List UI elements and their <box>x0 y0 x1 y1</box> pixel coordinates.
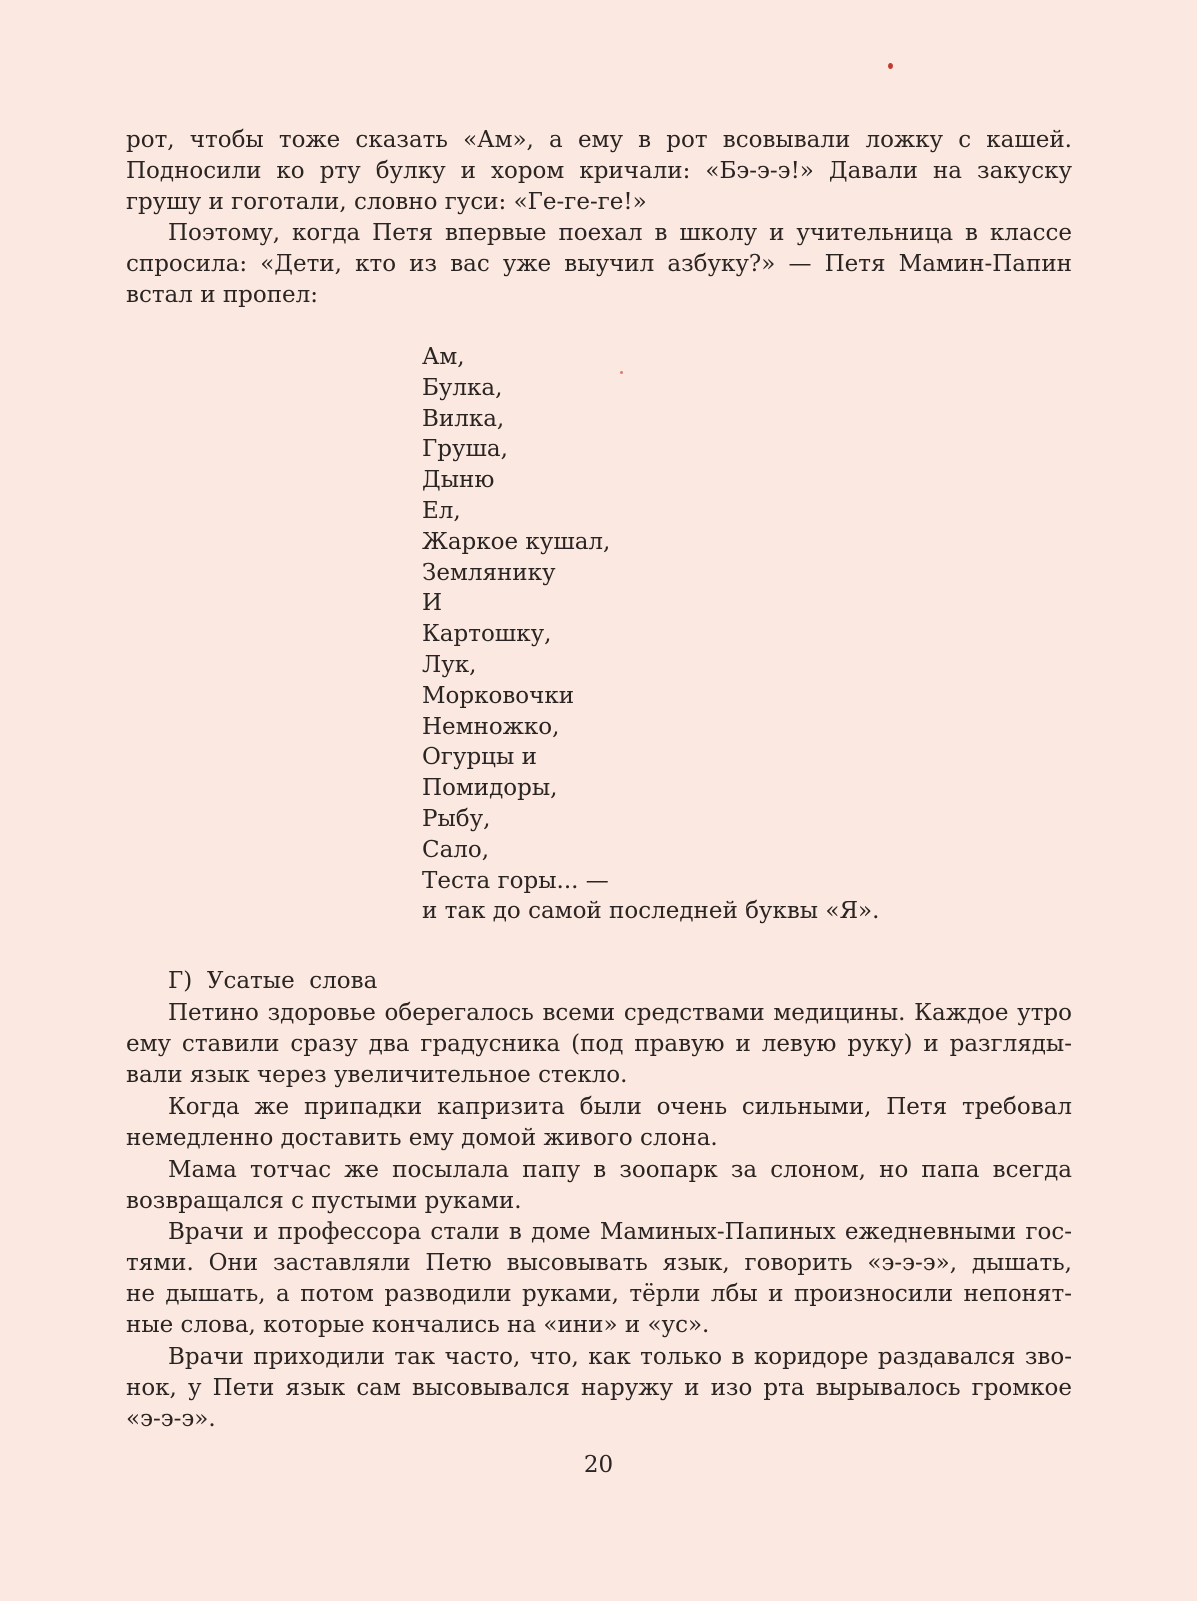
poem-line: Булка, <box>422 374 503 401</box>
paragraph-7 <box>126 1342 1072 1435</box>
text-line: «э-э-э». <box>126 1406 216 1432</box>
text-line: Петино здоровье оберегалось всеми средствами медицины. Каждое утро <box>168 1000 1072 1026</box>
text-line: спросила: «Дети, кто из вас уже выучил азбуку?» — Петя Мамин-Папин <box>126 251 1072 277</box>
poem-line: Лук, <box>422 651 477 678</box>
poem-line: Дыню <box>422 467 495 494</box>
poem-line: и так до самой последней буквы «Я». <box>422 898 880 925</box>
poem-line: Вилка, <box>422 405 505 432</box>
poem-line: Немножко, <box>422 713 560 740</box>
text-line: Поэтому, когда Петя впервые поехал в школу и учительница в классе <box>168 220 1072 246</box>
text-line: рот, чтобы тоже сказать «Ам», а ему в рот всовывали ложку с кашей. <box>126 127 1072 153</box>
alphabet-poem <box>422 342 879 927</box>
poem-line: И <box>422 590 443 617</box>
poem-line: Груша, <box>422 436 508 463</box>
poem-line: Огурцы и <box>422 744 537 771</box>
text-line: вали язык через увеличительное стекло. <box>126 1062 628 1088</box>
poem-line: Землянику <box>422 559 556 586</box>
text-line: тями. Они заставляли Петю высовывать язык, говорить «э-э-э», дышать, <box>126 1250 1072 1276</box>
poem-line: Морковочки <box>422 682 575 709</box>
poem-line: Рыбу, <box>422 805 491 832</box>
poem-line: Ам, <box>422 344 465 370</box>
paragraph-3 <box>126 998 1072 1091</box>
text-line: грушу и гоготали, словно гуси: «Ге-ге-ге!» <box>126 189 647 215</box>
text-line: возвращался с пустыми руками. <box>126 1188 522 1214</box>
text-line: Мама тотчас же посылала папу в зоопарк за слоном, но папа всегда <box>168 1157 1072 1183</box>
text-line: Когда же припадки капризита были очень сильными, Петя требовал <box>168 1094 1072 1120</box>
paragraph-1 <box>126 125 1072 218</box>
paper-speck <box>888 63 893 69</box>
poem-line: Помидоры, <box>422 775 558 802</box>
poem-line: Ел, <box>422 497 461 524</box>
text-line: Подносили ко рту булку и хором кричали: «Бэ-э-э!» Давали на закуску <box>126 158 1072 184</box>
paragraph-2 <box>126 218 1072 311</box>
text-line: нок, у Пети язык сам высовывался наружу и изо рта вырывалось громкое <box>126 1375 1072 1401</box>
poem-line: Жаркое кушал, <box>422 528 611 555</box>
poem-line: Картошку, <box>422 621 552 648</box>
page-number: 20 <box>583 1452 614 1478</box>
text-line: ему ставили сразу два градусника (под правую и левую руку) и разгляды- <box>126 1031 1072 1057</box>
text-line: встал и пропел: <box>126 282 319 308</box>
paragraph-6 <box>126 1217 1072 1341</box>
text-line: не дышать, а потом разводили руками, тёрли лбы и произносили непонят- <box>126 1281 1072 1307</box>
text-line: Врачи приходили так часто, что, как только в коридоре раздавался зво- <box>168 1344 1072 1370</box>
text-line: Врачи и профессора стали в доме Маминых-Папиных ежедневными гос- <box>168 1219 1072 1245</box>
section-heading: Г) Усатые слова <box>168 968 378 994</box>
paragraph-5 <box>126 1155 1072 1217</box>
poem-line: Теста горы... — <box>422 867 609 894</box>
text-line: немедленно доставить ему домой живого слона. <box>126 1125 718 1151</box>
paragraph-4 <box>126 1092 1072 1154</box>
text-line: ные слова, которые кончались на «ини» и «ус». <box>126 1312 710 1338</box>
poem-line: Сало, <box>422 836 490 863</box>
